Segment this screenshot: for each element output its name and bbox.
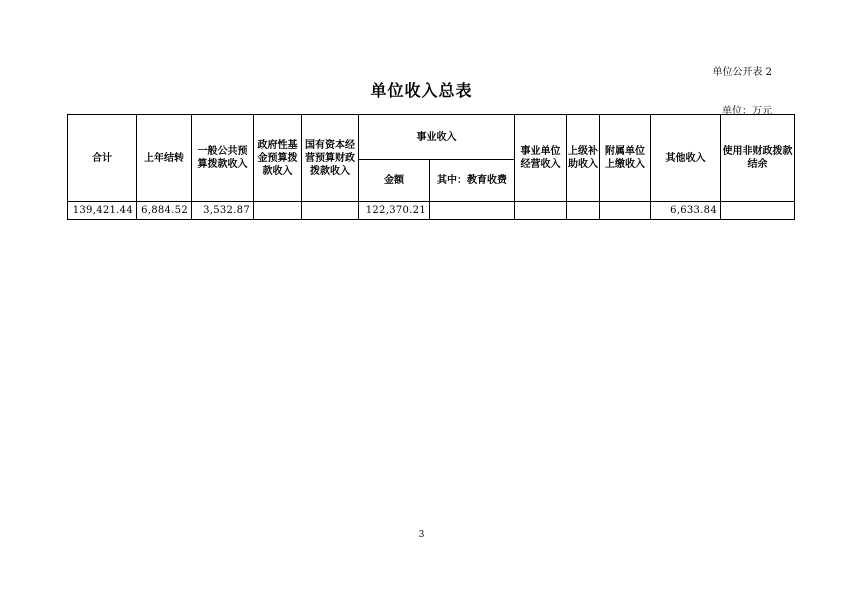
cell-business-edu-fee bbox=[430, 202, 515, 220]
col-header-total: 合计 bbox=[68, 115, 137, 202]
col-header-state-capital: 国有资本经营预算财政拨款收入 bbox=[302, 115, 359, 202]
col-header-general-budget: 一般公共预算拨款收入 bbox=[192, 115, 254, 202]
col-header-other-income: 其他收入 bbox=[651, 115, 721, 202]
cell-state-capital bbox=[302, 202, 359, 220]
cell-gov-fund bbox=[254, 202, 302, 220]
col-header-superior-subsidy: 上级补助收入 bbox=[567, 115, 600, 202]
cell-non-fiscal-balance bbox=[721, 202, 795, 220]
page-title: 单位收入总表 bbox=[370, 81, 473, 100]
col-header-affiliated-unit: 附属单位上缴收入 bbox=[600, 115, 651, 202]
cell-superior-subsidy bbox=[567, 202, 600, 220]
col-header-business-income: 事业收入 bbox=[359, 115, 515, 160]
cell-business-unit-operation bbox=[515, 202, 567, 220]
cell-other-income: 6,633.84 bbox=[651, 202, 721, 220]
cell-affiliated-unit bbox=[600, 202, 651, 220]
unit-label: 单位：万元 bbox=[722, 106, 772, 117]
page-number: 3 bbox=[418, 530, 425, 540]
table-code: 单位公开表 2 bbox=[712, 67, 772, 78]
col-header-gov-fund: 政府性基金预算拨款收入 bbox=[254, 115, 302, 202]
header-row bbox=[68, 115, 795, 160]
cell-general-budget: 3,532.87 bbox=[192, 202, 254, 220]
income-summary-table bbox=[67, 114, 795, 220]
col-header-non-fiscal-balance: 使用非财政拨款结余 bbox=[721, 115, 795, 202]
cell-prev-year-carryover: 6,884.52 bbox=[137, 202, 192, 220]
cell-total: 139,421.44 bbox=[68, 202, 137, 220]
col-header-business-unit-operation: 事业单位经营收入 bbox=[515, 115, 567, 202]
col-header-prev-year-carryover: 上年结转 bbox=[137, 115, 192, 202]
col-header-business-edu-fee: 其中：教育收费 bbox=[430, 160, 515, 202]
cell-business-amount: 122,370.21 bbox=[359, 202, 430, 220]
table-row bbox=[68, 202, 795, 220]
col-header-business-amount: 金额 bbox=[359, 160, 430, 202]
